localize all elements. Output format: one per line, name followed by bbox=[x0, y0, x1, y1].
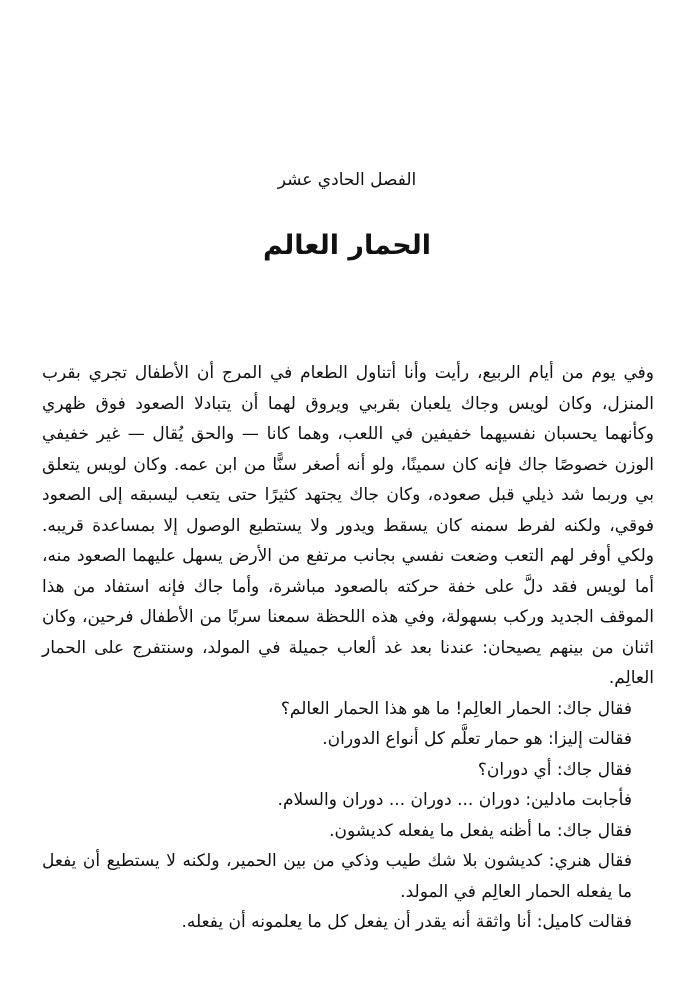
dialogue-line: فقال هنري: كديشون بلا شك طيب وذكي من بين الحمير، ولكنه لا يستطيع أن يفعل ما يفعله الحمار العالِم في المولد. bbox=[42, 851, 632, 902]
dialogue-line: فقالت كاميل: أنا واثقة أنه يقدر أن يفعل كل ما يعلمونه أن يفعله. bbox=[181, 912, 632, 932]
dialogue-line: فقال جاك: أي دوران؟ bbox=[477, 759, 632, 780]
chapter-title: الحمار العالم bbox=[262, 230, 432, 261]
dialogue-line: فأجابت مادلين: دوران ... دوران ... دوران والسلام. bbox=[277, 790, 632, 810]
chapter-label: الفصل الحادي عشر bbox=[277, 170, 417, 190]
dialogue-line: فقال جاك: الحمار العالِم! ما هو هذا الحمار العالم؟ bbox=[280, 698, 632, 719]
dialogue-line: فقال جاك: ما أظنه يفعل ما يفعله كديشون. bbox=[329, 820, 632, 841]
dialogue-line: فقالت إليزا: هو حمار تعلَّم كل أنواع الدوران. bbox=[322, 729, 632, 749]
paragraph-narrative: وفي يوم من أيام الربيع، رأيت وأنا أتناول الطعام في المرج أن الأطفال تجري بقرب المنزل، وكان لويس وجاك يلعبان بقربي ويروق لهما أن يتبادلا الصعود فوق ظهري وكأنهما يحسبان نفسيهما خفيفين في اللعب، وهما كانا — والحق يُقال — غير خفيفي الوزن خصوصًا جاك فإنه كان سمينًا، ولو أنه أصغر سنًّا من ابن عمه. وكان لويس يتعلق بي وربما شد ذيلي قبل صعوده، وكان جاك يجتهد كثيرًا حتى يتعب ليسبقه إلى الصعود فوقي، ولكنه لفرط سمنه كان يسقط ويدور ولا يستطيع الوصول إلا بمساعدة قريبه. ولكي أوفر لهم التعب وضعت نفسي بجانب مرتفع من الأرض يسهل عليهما الصعود منه، أما لويس فقد دلَّ على خفة حركته بالصعود مباشرة، وأما جاك فإنه استفاد من هذا الموقف الجديد وركب بسهولة، وفي هذه اللحظة سمعنا سربًا من الأطفال فرحين، وكان اثنان من بينهم يصيحان: عندنا بعد غد ألعاب جميلة في المولد، وسنتفرج على الحمار العالِم. bbox=[42, 363, 654, 688]
chapter-body bbox=[42, 358, 654, 938]
